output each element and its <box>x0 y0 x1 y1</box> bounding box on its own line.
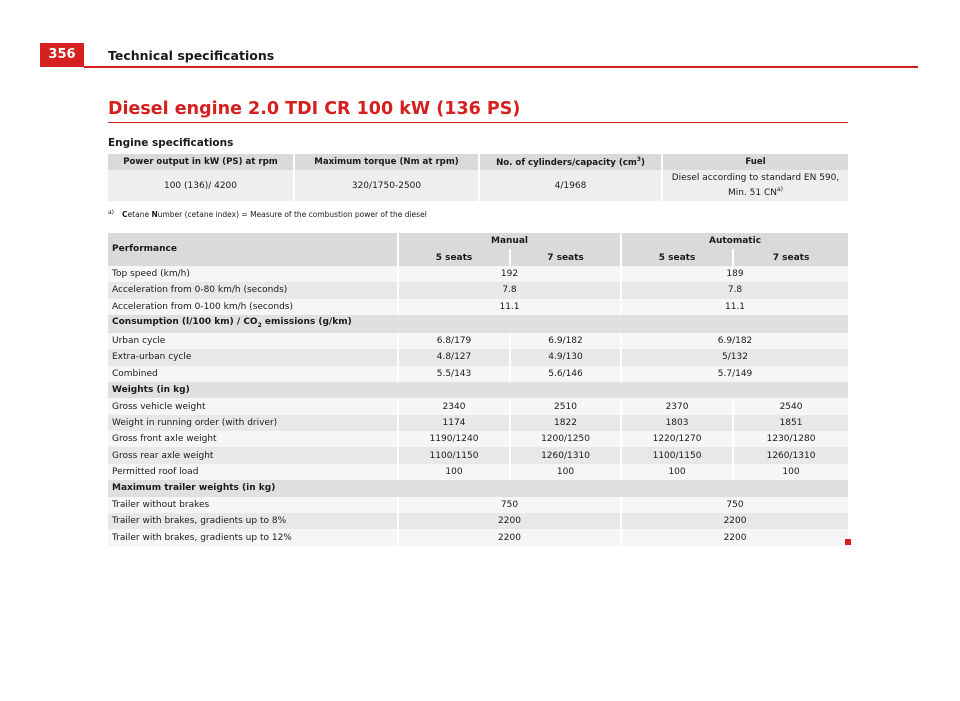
engine-specs-row <box>108 170 848 201</box>
value-automatic: 2200 <box>621 529 848 545</box>
value-manual: 2200 <box>398 529 621 545</box>
header-fuel: Fuel <box>662 154 848 170</box>
row-label: Acceleration from 0-80 km/h (seconds) <box>108 282 398 298</box>
page-title: Diesel engine 2.0 TDI CR 100 kW (136 PS) <box>108 99 521 119</box>
value-manual: 11.1 <box>398 299 621 315</box>
value-manual-7: 5.6/146 <box>510 366 621 382</box>
value-automatic: 2200 <box>621 513 848 529</box>
row-label: Trailer with brakes, gradients up to 12% <box>108 529 398 545</box>
table-row <box>108 366 848 382</box>
fuel-line-1: Diesel according to standard EN 590, <box>671 173 840 183</box>
header-cylinders-text: No. of cylinders/capacity (cm <box>496 157 637 168</box>
footnote-text-1: etane <box>127 210 152 219</box>
value-cell: 100 <box>733 464 848 480</box>
header-power: Power output in kW (PS) at rpm <box>108 154 294 170</box>
footnote-c: C <box>122 210 128 219</box>
row-label: Trailer without brakes <box>108 497 398 513</box>
header-manual-7-seats: 7 seats <box>510 249 621 265</box>
value-cell: 1260/1310 <box>733 447 848 463</box>
header-auto-7-seats: 7 seats <box>733 249 848 265</box>
row-label: Extra-urban cycle <box>108 349 398 365</box>
value-cell: 1230/1280 <box>733 431 848 447</box>
row-label: Gross rear axle weight <box>108 447 398 463</box>
value-cell: 1851 <box>733 415 848 431</box>
value-manual: 2200 <box>398 513 621 529</box>
table-row <box>108 497 848 513</box>
value-automatic: 5/132 <box>621 349 848 365</box>
value-manual-7: 4.9/130 <box>510 349 621 365</box>
perf-header-row-1 <box>108 233 848 249</box>
engine-specs-table <box>108 154 848 201</box>
value-cell: 1803 <box>621 415 733 431</box>
value-manual-5: 4.8/127 <box>398 349 510 365</box>
row-label: Combined <box>108 366 398 382</box>
row-label: Urban cycle <box>108 333 398 349</box>
cell-cylinders: 4/1968 <box>479 170 662 201</box>
consumption-label-a: Consumption (l/100 km) / CO <box>112 316 258 327</box>
value-automatic: 11.1 <box>621 299 848 315</box>
value-cell: 2510 <box>510 398 621 414</box>
end-of-section-marker <box>845 539 851 545</box>
cell-power: 100 (136)/ 4200 <box>108 170 294 201</box>
header-cylinders-suffix: ) <box>640 157 645 168</box>
value-manual: 7.8 <box>398 282 621 298</box>
table-row <box>108 464 848 480</box>
value-cell: 1190/1240 <box>398 431 510 447</box>
footnote-mark: a) <box>108 209 115 216</box>
value-cell: 1174 <box>398 415 510 431</box>
value-cell: 100 <box>621 464 733 480</box>
fuel-line-2: Min. 51 CN <box>727 188 777 198</box>
value-manual: 750 <box>398 497 621 513</box>
value-cell: 2340 <box>398 398 510 414</box>
section-label <box>108 315 848 333</box>
engine-specs-label: Engine specifications <box>108 137 234 149</box>
value-manual-5: 6.8/179 <box>398 333 510 349</box>
value-automatic: 5.7/149 <box>621 366 848 382</box>
table-row <box>108 431 848 447</box>
section-label: Weights (in kg) <box>108 382 848 398</box>
header-cylinders <box>479 154 662 170</box>
page-number: 356 <box>40 43 84 67</box>
table-row <box>108 513 848 529</box>
table-row <box>108 282 848 298</box>
header-automatic: Automatic <box>621 233 848 249</box>
table-row <box>108 349 848 365</box>
footnote-n: N <box>151 210 158 219</box>
row-label: Permitted roof load <box>108 464 398 480</box>
cell-torque: 320/1750-2500 <box>294 170 479 201</box>
header-manual: Manual <box>398 233 621 249</box>
row-label: Trailer with brakes, gradients up to 8% <box>108 513 398 529</box>
value-manual: 192 <box>398 266 621 282</box>
value-automatic: 7.8 <box>621 282 848 298</box>
row-label: Weight in running order (with driver) <box>108 415 398 431</box>
value-automatic: 189 <box>621 266 848 282</box>
value-manual-7: 6.9/182 <box>510 333 621 349</box>
footnote-text-2: umber (cetane index) = Measure of the combustion power of the diesel <box>157 210 427 219</box>
section-row-weights <box>108 382 848 398</box>
engine-specs-header-row <box>108 154 848 170</box>
table-row <box>108 447 848 463</box>
header-manual-5-seats: 5 seats <box>398 249 510 265</box>
value-cell: 1260/1310 <box>510 447 621 463</box>
table-row <box>108 529 848 545</box>
table-row <box>108 333 848 349</box>
value-cell: 1100/1150 <box>621 447 733 463</box>
value-cell: 2540 <box>733 398 848 414</box>
co2-subscript: 2 <box>257 321 262 329</box>
title-rule <box>108 122 848 123</box>
section-row-trailer <box>108 480 848 496</box>
cell-fuel <box>662 170 848 201</box>
header-auto-5-seats: 5 seats <box>621 249 733 265</box>
header-rule <box>84 66 918 68</box>
row-label: Acceleration from 0-100 km/h (seconds) <box>108 299 398 315</box>
section-title: Technical specifications <box>108 48 275 63</box>
row-label: Top speed (km/h) <box>108 266 398 282</box>
value-cell: 1220/1270 <box>621 431 733 447</box>
row-label: Gross vehicle weight <box>108 398 398 414</box>
value-manual-5: 5.5/143 <box>398 366 510 382</box>
section-row-consumption <box>108 315 848 333</box>
footnote <box>108 210 427 219</box>
value-cell: 1200/1250 <box>510 431 621 447</box>
value-automatic: 750 <box>621 497 848 513</box>
table-row <box>108 299 848 315</box>
header-performance: Performance <box>108 233 398 266</box>
row-label: Gross front axle weight <box>108 431 398 447</box>
performance-table <box>108 233 848 546</box>
value-cell: 100 <box>510 464 621 480</box>
unit-superscript: 3 <box>636 156 641 164</box>
table-row <box>108 398 848 414</box>
value-cell: 2370 <box>621 398 733 414</box>
header-torque: Maximum torque (Nm at rpm) <box>294 154 479 170</box>
consumption-label-b: emissions (g/km) <box>261 316 352 327</box>
fuel-footnote-ref: a) <box>777 186 784 193</box>
value-cell: 1100/1150 <box>398 447 510 463</box>
table-row <box>108 266 848 282</box>
section-label: Maximum trailer weights (in kg) <box>108 480 848 496</box>
table-row <box>108 415 848 431</box>
value-cell: 1822 <box>510 415 621 431</box>
value-cell: 100 <box>398 464 510 480</box>
value-automatic: 6.9/182 <box>621 333 848 349</box>
